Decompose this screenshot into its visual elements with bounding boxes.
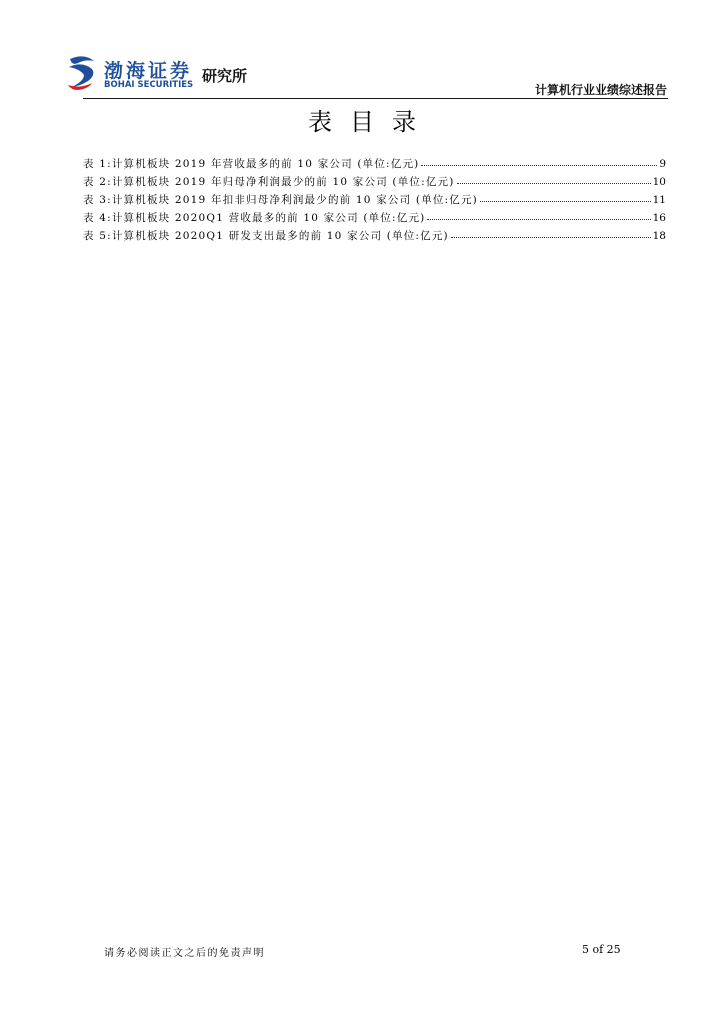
toc-leader-dots	[451, 226, 651, 238]
bohai-logo-icon	[66, 55, 100, 91]
page-title: 表目录	[308, 108, 434, 136]
disclaimer-note: 请务必阅读正文之后的免责声明	[104, 948, 265, 959]
toc-entry[interactable]	[83, 227, 666, 245]
toc-entry-label: 表 2:计算机板块 2019 年归母净利润最少的前 10 家公司 (单位:亿元)	[83, 176, 455, 188]
table-of-tables	[83, 155, 666, 245]
bohai-securities-logo	[66, 55, 266, 95]
toc-leader-dots	[480, 190, 651, 202]
toc-entry-label: 表 1:计算机板块 2019 年营收最多的前 10 家公司 (单位:亿元)	[83, 158, 420, 170]
institute-label: 研究所	[202, 67, 248, 85]
toc-entry-page: 9	[659, 158, 666, 170]
toc-entry[interactable]	[83, 209, 666, 227]
toc-entry[interactable]	[83, 155, 666, 173]
toc-entry-page: 18	[652, 230, 666, 242]
toc-entry-page: 11	[652, 194, 666, 206]
toc-entry[interactable]	[83, 173, 666, 191]
toc-entry-page: 10	[652, 176, 666, 188]
toc-leader-dots	[427, 208, 650, 220]
toc-entry-label: 表 5:计算机板块 2020Q1 研发支出最多的前 10 家公司 (单位:亿元)	[83, 230, 449, 242]
toc-entry-page: 16	[652, 212, 666, 224]
report-type-title: 计算机行业业绩综述报告	[534, 83, 667, 97]
toc-entry-label: 表 3:计算机板块 2019 年扣非归母净利润最少的前 10 家公司 (单位:亿元)	[83, 194, 478, 206]
toc-entry[interactable]	[83, 191, 666, 209]
page-number: 5 of 25	[582, 943, 621, 956]
logo-chinese-name: 渤海证券	[104, 60, 193, 82]
toc-leader-dots	[421, 154, 657, 166]
page-header	[0, 0, 724, 110]
header-divider	[83, 98, 668, 99]
toc-leader-dots	[457, 172, 651, 184]
toc-entry-label: 表 4:计算机板块 2020Q1 营收最多的前 10 家公司 (单位:亿元)	[83, 212, 426, 224]
logo-english-name: BOHAI SECURITIES	[104, 80, 194, 90]
